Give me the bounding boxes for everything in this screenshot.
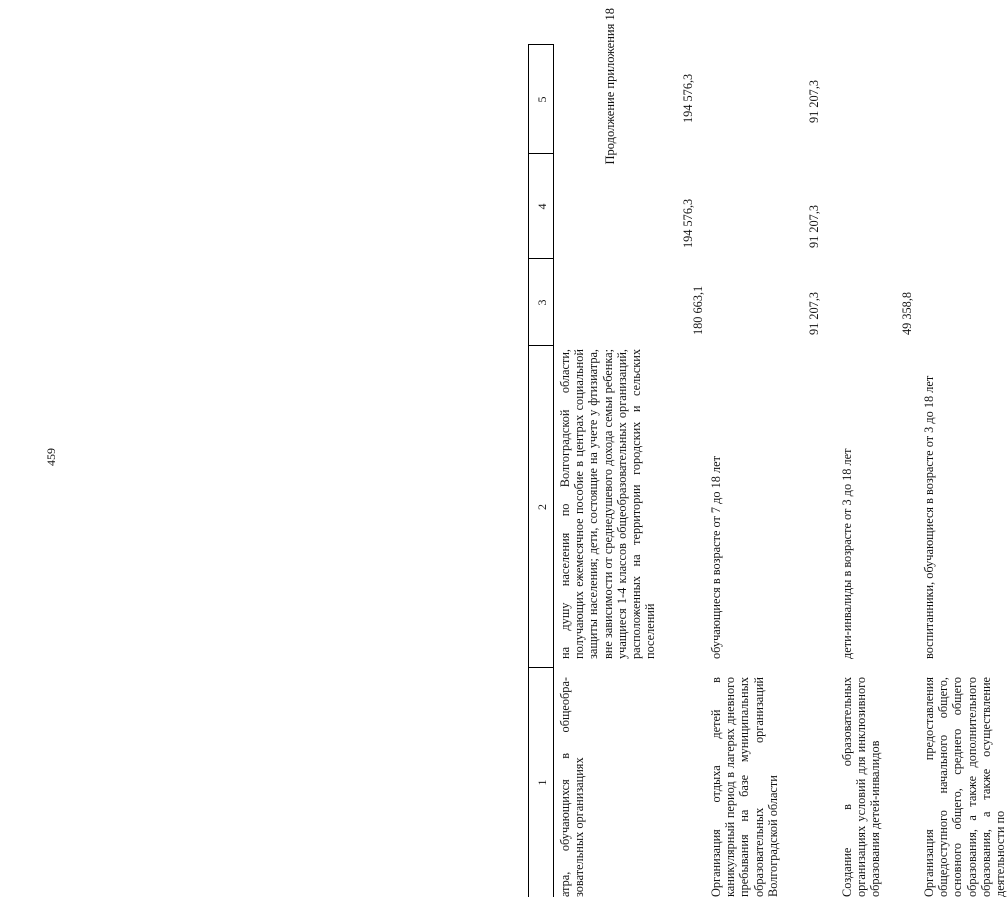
row-1-col3: 180 663,1 — [691, 285, 705, 335]
row-4-name: Организация предоставления общедоступного начального общего, основного общего, среднего общего образования, а также дополнительного образования, а также осуществление деятельности по — [922, 677, 1007, 897]
row-1-col4: 194 576,3 — [681, 198, 695, 248]
header-col-5: 5 — [535, 96, 549, 103]
row-4-recipients: воспитанники, обучающиеся в возрасте от 3 до 18 лет — [922, 375, 936, 659]
appendix-caption: Продолжение приложения 18 — [603, 8, 617, 165]
header-col-2: 2 — [535, 504, 549, 510]
header-col-1: 1 — [535, 779, 549, 786]
header-col-4: 4 — [535, 203, 549, 210]
table-top-rule — [528, 44, 529, 897]
row-3-recipients: дети-инвалиды в возрасте от 3 до 18 лет — [840, 448, 854, 659]
row-3-name: Создание в образовательных организациях условий для инклюзивного образования детей-инвалидов — [840, 677, 883, 897]
row-3-col3: 49 358,8 — [900, 291, 914, 335]
row-2-recipients: обучающиеся в возрасте от 7 до 18 лет — [709, 456, 723, 659]
header-col-3: 3 — [535, 299, 549, 306]
row-2-col3: 91 207,3 — [807, 291, 821, 335]
page-number: 459 — [44, 448, 58, 466]
row-1-recipients: на душу населения по Волгоградской области, получающих ежемесячное пособие в центрах социальной защиты населения; дети, состоящие на учете у фтизиатра, вне зависимости от среднедушевого дохода семьи ребенка; учащиеся 1-4 классов общеобразовательных организаций, расположенных на территории городских и сельских поселений — [558, 349, 658, 659]
table-header-rule — [553, 44, 554, 897]
row-2-col4: 91 207,3 — [807, 204, 821, 248]
row-1-col5: 194 576,3 — [681, 73, 695, 123]
row-2-col5: 91 207,3 — [807, 79, 821, 123]
row-2-name: Организация отдыха детей в каникулярный период в лагерях дневного пребывания на базе муниципальных образовательных организаций Волгоградской области — [709, 677, 780, 897]
row-1-name: атра, обучающихся в общеобра-зовательных организациях — [558, 677, 587, 897]
